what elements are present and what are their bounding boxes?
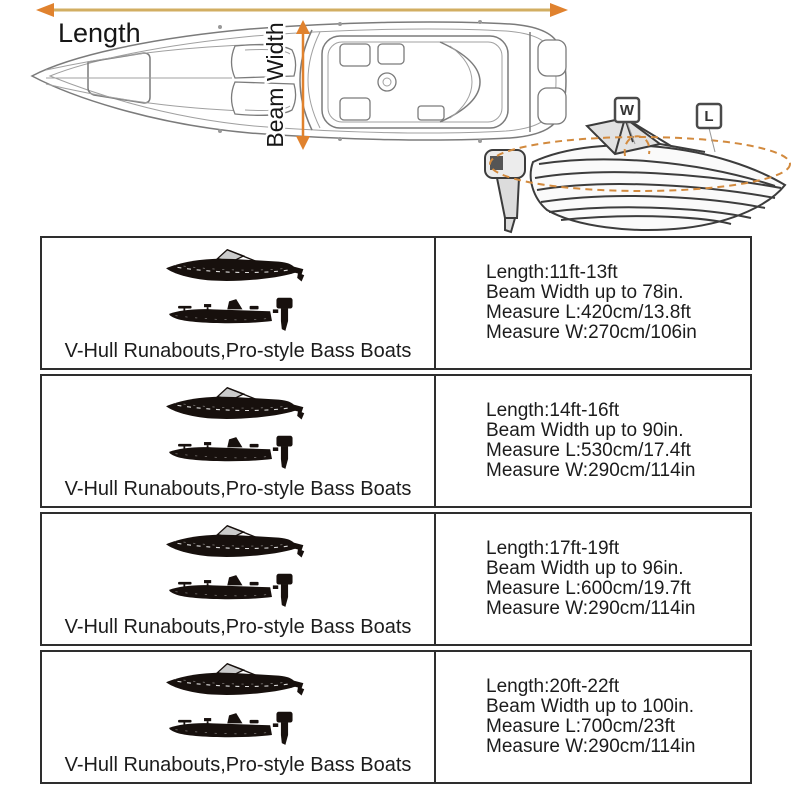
size-row	[40, 650, 752, 784]
length-arrow	[36, 3, 568, 17]
category-label: V-Hull Runabouts,Pro-style Bass Boats	[64, 478, 412, 500]
specs-cell	[436, 376, 750, 506]
category-label: V-Hull Runabouts,Pro-style Bass Boats	[64, 754, 412, 776]
specs-cell	[436, 514, 750, 644]
spec-measure-l: Measure L:420cm/13.8ft	[486, 302, 691, 323]
beam-width-label: Beam Width	[262, 22, 288, 148]
bass-boat-silhouette	[162, 434, 314, 472]
length-label: Length	[58, 18, 141, 48]
size-row	[40, 374, 752, 508]
spec-beam: Beam Width up to 100in.	[486, 696, 695, 717]
runabout-silhouette	[153, 386, 323, 430]
category-label: V-Hull Runabouts,Pro-style Bass Boats	[64, 616, 412, 638]
spec-measure-w: Measure W:290cm/114in	[486, 598, 696, 619]
spec-beam: Beam Width up to 96in.	[486, 558, 684, 579]
spec-measure-l: Measure L:530cm/17.4ft	[486, 440, 691, 461]
width-tag-label: W	[619, 102, 635, 119]
spec-length: Length:20ft-22ft	[486, 676, 620, 697]
boat-types-cell	[42, 376, 436, 506]
bass-boat-silhouette	[162, 710, 314, 748]
boat-types-cell	[42, 238, 436, 368]
specs-cell	[436, 238, 750, 368]
spec-length: Length:11ft-13ft	[486, 262, 618, 283]
spec-measure-l: Measure L:700cm/23ft	[486, 716, 676, 737]
spec-length: Length:14ft-16ft	[486, 400, 620, 421]
spec-measure-w: Measure W:290cm/114in	[486, 460, 696, 481]
spec-measure-w: Measure W:270cm/106in	[486, 322, 697, 343]
width-tag	[615, 98, 639, 122]
spec-beam: Beam Width up to 78in.	[486, 282, 684, 303]
runabout-silhouette	[153, 524, 323, 568]
size-row	[40, 512, 752, 646]
boat-types-cell	[42, 652, 436, 782]
size-table	[40, 236, 752, 784]
covered-boat-illustration	[475, 92, 800, 235]
bass-boat-silhouette	[162, 572, 314, 610]
length-tag-label: L	[704, 108, 714, 125]
runabout-silhouette	[153, 248, 323, 292]
spec-beam: Beam Width up to 90in.	[486, 420, 684, 441]
runabout-silhouette	[153, 662, 323, 706]
spec-measure-w: Measure W:290cm/114in	[486, 736, 696, 757]
bass-boat-silhouette	[162, 296, 314, 334]
specs-cell	[436, 652, 750, 782]
spec-length: Length:17ft-19ft	[486, 538, 620, 559]
covered-boat-sketch	[475, 92, 800, 235]
boat-types-cell	[42, 514, 436, 644]
category-label: V-Hull Runabouts,Pro-style Bass Boats	[64, 340, 412, 362]
length-tag	[697, 104, 721, 128]
spec-measure-l: Measure L:600cm/19.7ft	[486, 578, 691, 599]
size-row	[40, 236, 752, 370]
